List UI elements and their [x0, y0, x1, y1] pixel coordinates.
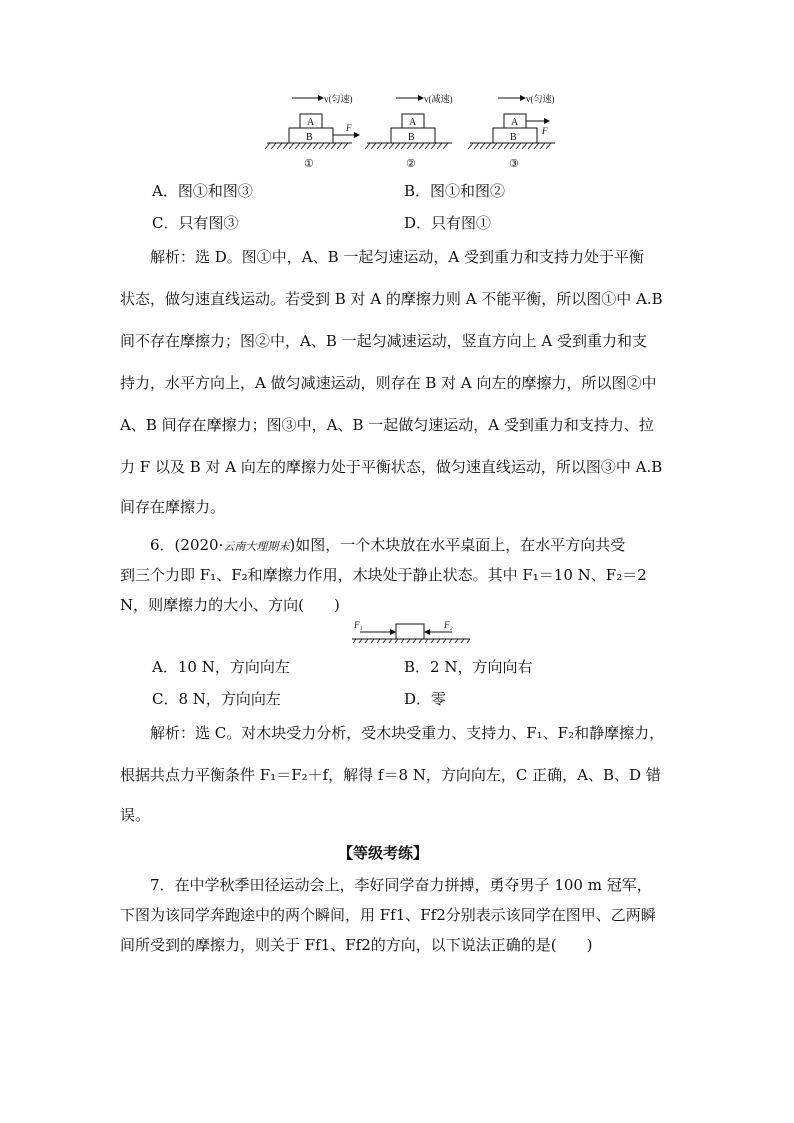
- block-b-1: B: [306, 132, 313, 143]
- q6-analysis-line-2: 根据共点力平衡条件 F₁＝F₂＋f，解得 f＝8 N，方向向左，C 正确，A、B、D 错: [120, 766, 661, 784]
- diagram-number-2: ②: [406, 158, 416, 170]
- q6-option-c: C．8 N，方向向左: [152, 690, 281, 708]
- q6-option-b: B．2 N，方向向右: [404, 658, 533, 676]
- q7-line-2: 下图为该同学奔跑途中的两个瞬间，用 Ff1、Ff2分别表示该同学在图甲、乙两瞬: [120, 906, 656, 924]
- block-a-2: A: [409, 117, 417, 128]
- q6-line-1: [150, 534, 625, 555]
- figure-block-forces: [352, 618, 472, 648]
- q5-analysis-line-6: 力 F 以及 B 对 A 向左的摩擦力处于平衡状态，做匀速直线运动，所以图③中 A.B: [120, 458, 663, 476]
- q5-option-c: C．只有图③: [152, 214, 239, 232]
- velocity-label-3: v(匀速): [526, 94, 555, 104]
- diagram-number-3: ③: [509, 158, 519, 170]
- block-a-1: A: [307, 117, 315, 128]
- q6-analysis-line-3: 误。: [120, 806, 151, 824]
- q6-line-1-rest: )如图，一个木块放在水平桌面上，在水平方向共受: [289, 536, 626, 554]
- q5-analysis-line-7: 间存在摩擦力。: [120, 498, 226, 516]
- q5-option-a: A．图①和图③: [152, 182, 253, 200]
- force-label-3: F: [542, 126, 548, 136]
- q7-line-3: 间所受到的摩擦力，则关于 Ff1、Ff2的方向，以下说法正确的是( ): [120, 936, 593, 954]
- q5-analysis-line-3: 间不存在摩擦力；图②中，A、B 一起匀减速运动，竖直方向上 A 受到重力和支: [120, 332, 647, 350]
- diagram-3: [468, 93, 555, 170]
- velocity-label-2: v(减速): [424, 94, 453, 104]
- q5-analysis-line-2: 状态，做匀速直线运动。若受到 B 对 A 的摩擦力则 A 不能平衡，所以图①中 A.B: [120, 290, 663, 308]
- q5-analysis-line-1: 解析：选 D。图①中，A、B 一起匀速运动，A 受到重力和支持力处于平衡: [150, 248, 645, 266]
- block-b-3: B: [510, 132, 517, 143]
- block-b-2: B: [408, 132, 415, 143]
- force-label-1: F: [346, 123, 352, 133]
- diagram-2: [365, 93, 453, 170]
- q6-line-3: N，则摩擦力的大小、方向( ): [120, 596, 340, 614]
- force-f2-label: F₂: [444, 620, 453, 630]
- block-a-3: A: [511, 117, 519, 128]
- q6-number: 6．(2020·: [150, 536, 224, 554]
- figure-blocks: [262, 92, 562, 172]
- q5-analysis-line-5: A、B 间存在摩擦力；图③中，A、B 一起做匀速运动，A 受到重力和支持力、拉: [120, 416, 654, 434]
- q6-analysis-line-1: 解析：选 C。对木块受力分析，受木块受重力、支持力、F₁、F₂和静摩擦力，: [150, 724, 665, 742]
- q6-source: 云南大理期末: [223, 540, 290, 553]
- q6-line-2: 到三个力即 F₁、F₂和摩擦力作用，木块处于静止状态。其中 F₁＝10 N、F₂＝2: [120, 566, 647, 584]
- q5-analysis-line-4: 持力，水平方向上，A 做匀减速运动，则存在 B 对 A 向左的摩擦力，所以图②中: [120, 374, 657, 392]
- velocity-label-1: v(匀速): [324, 94, 353, 104]
- q5-option-d: D．只有图①: [404, 214, 492, 232]
- q6-option-d: D．零: [404, 690, 447, 708]
- q6-option-a: A．10 N，方向向左: [152, 658, 290, 676]
- section-heading: 【等级考练】: [338, 844, 429, 862]
- q7-line-1: 7．在中学秋季田径运动会上，李好同学奋力拼搏，勇夺男子 100 m 冠军，: [150, 876, 652, 894]
- diagram-1: [265, 93, 360, 170]
- q5-option-b: B．图①和图②: [404, 182, 506, 200]
- force-f1-label: F₁: [354, 620, 363, 630]
- diagram-number-1: ①: [304, 158, 314, 170]
